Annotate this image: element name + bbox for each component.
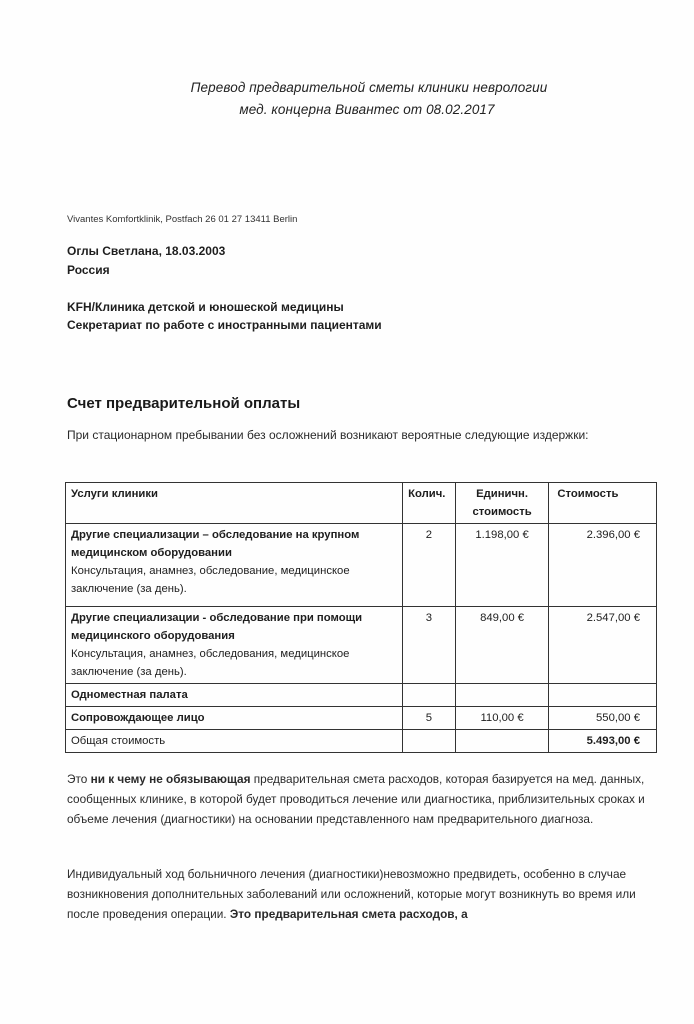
service-description: Консультация, анамнез, обследование, медицинское заключение (за день). — [71, 565, 350, 595]
header-qty: Колич. — [403, 483, 456, 524]
table-row — [66, 524, 657, 607]
qty-cell: 5 — [403, 707, 456, 730]
p1-rest: предварительная смета расходов, которая базируется на мед. данных, сообщенных клинике, в которой будет проводиться лечение или диагностика, приблизительных сроках и объеме лечения (диагностики) на основании представленного нам предварительного диагноза. — [67, 772, 645, 826]
header-unit-line1: Единичн. — [476, 488, 529, 500]
unit-cost-cell: 110,00 € — [455, 707, 549, 730]
header-unit-line2: стоимость — [472, 506, 532, 518]
total-row — [66, 730, 657, 753]
total-value: 5.493,00 € — [549, 730, 657, 753]
p1-prefix: Это — [67, 772, 91, 786]
service-cell — [66, 524, 403, 607]
service-title: Одноместная палата — [66, 684, 403, 707]
cost-cell: 550,00 € — [549, 707, 657, 730]
recipient-country: Россия — [67, 263, 110, 277]
total-label: Общая стоимость — [66, 730, 403, 753]
header-service: Услуги клиники — [66, 483, 403, 524]
table-row — [66, 607, 657, 684]
document-title-line-2: мед. концерна Вивантес от 08.02.2017 — [239, 102, 495, 117]
section-intro: При стационарном пребывании без осложнений возникают вероятные следующие издержки: — [67, 428, 589, 442]
header-cost: Стоимость — [549, 483, 657, 524]
cost-cell: 2.396,00 € — [549, 524, 657, 607]
recipient-name: Оглы Светлана, 18.03.2003 — [67, 244, 226, 258]
cost-cell: 2.547,00 € — [549, 607, 657, 684]
recipient-office: Секретариат по работе с иностранными пациентами — [67, 318, 382, 332]
qty-cell: 2 — [403, 524, 456, 607]
p2-text: Индивидуальный ход больничного лечения (диагностики)невозможно предвидеть, особенно в случае возникновения дополнительных заболеваний или осложнений, которые могут возникнуть во время или после проведения операции. — [67, 867, 636, 921]
service-description: Консультация, анамнез, обследования, медицинское заключение (за день). — [71, 648, 350, 678]
unit-cost-cell — [455, 684, 549, 707]
p2-bold: Это предварительная смета расходов, а — [229, 907, 468, 921]
section-heading: Счет предварительной оплаты — [67, 395, 301, 412]
cost-cell — [549, 684, 657, 707]
table-row — [66, 707, 657, 730]
service-cell — [66, 607, 403, 684]
table-header-row — [66, 483, 657, 524]
disclaimer-paragraph — [67, 769, 647, 829]
unit-cost-cell: 849,00 € — [455, 607, 549, 684]
cost-estimate-table — [65, 482, 657, 753]
service-title: Другие специализации - обследование при помощи медицинского оборудования — [71, 612, 363, 642]
qty-cell — [403, 684, 456, 707]
qty-cell: 3 — [403, 607, 456, 684]
treatment-paragraph — [67, 864, 647, 924]
sender-address: Vivantes Komfortklinik, Postfach 26 01 27 13411 Berlin — [67, 214, 298, 225]
p1-bold: ни к чему не обязывающая — [90, 772, 251, 786]
unit-cost-cell: 1.198,00 € — [455, 524, 549, 607]
qty-cell — [403, 730, 456, 753]
service-title: Другие специализации – обследование на крупном медицинском оборудовании — [71, 529, 360, 559]
service-title: Сопровождающее лицо — [66, 707, 403, 730]
recipient-department: KFH/Клиника детской и юношеской медицины — [67, 300, 344, 314]
table-row — [66, 684, 657, 707]
header-unit-cost — [455, 483, 549, 524]
document-title-line-1: Перевод предварительной сметы клиники неврологии — [190, 80, 548, 95]
unit-cost-cell — [455, 730, 549, 753]
